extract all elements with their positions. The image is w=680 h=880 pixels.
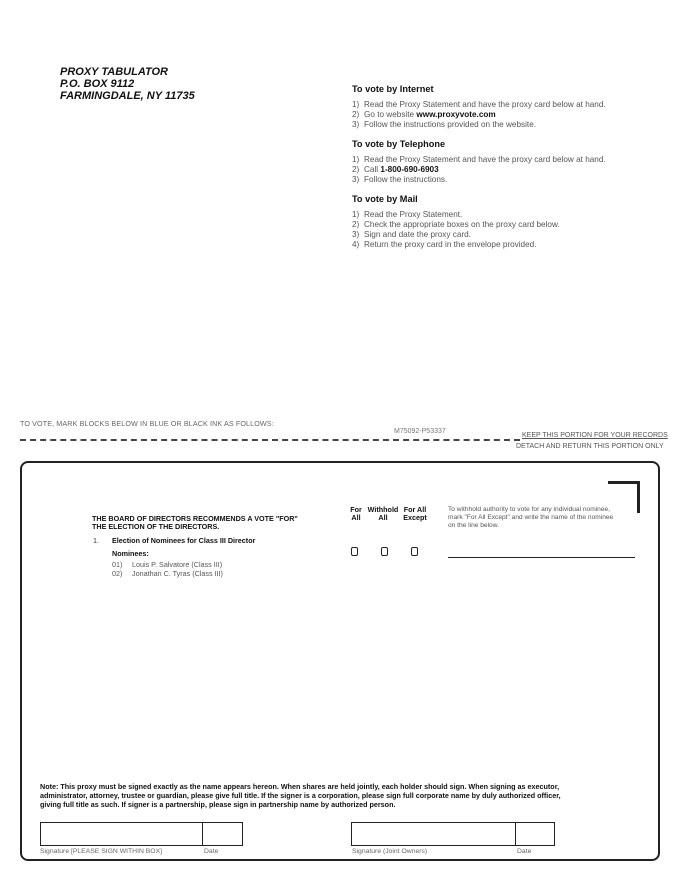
date-box[interactable] <box>203 822 243 846</box>
date-label: Date <box>204 848 219 855</box>
for-all-except-checkbox[interactable] <box>411 547 418 556</box>
nominee-list <box>112 561 223 578</box>
nominee-exception-line[interactable] <box>448 557 635 558</box>
instruction-step: 2) Check the appropriate boxes on the proxy card below. <box>352 220 560 229</box>
detach-dashed-line <box>20 439 520 441</box>
instruction-step: 3) Sign and date the proxy card. <box>352 230 471 239</box>
joint-signature-box[interactable] <box>351 822 516 846</box>
mail-heading: To vote by Mail <box>352 194 418 204</box>
signature-note: Note: This proxy must be signed exactly as the name appears hereon. When shares are held jointly, each holder should sign. When signing as executor, administrator, attorney, trustee or guardian, please give full title. If the signer is a corporation, please sign full corporate name by duly authorized officer, giving full title as such. If signer is a partnership, please sign in partnership name by authorized person. <box>40 782 561 809</box>
address-line: FARMINGDALE, NY 11735 <box>60 90 195 102</box>
internet-heading: To vote by Internet <box>352 84 434 94</box>
for-all-except-header: For All Except <box>403 505 427 522</box>
joint-signature-label: Signature (Joint Owners) <box>352 848 428 855</box>
instruction-step: 1) Read the Proxy Statement and have the proxy card below at hand. <box>352 100 606 109</box>
for-all-header: For All <box>350 505 362 522</box>
withhold-all-header: Withhold All <box>367 505 399 522</box>
telephone-steps <box>352 155 652 185</box>
withhold-all-checkbox[interactable] <box>381 547 388 556</box>
control-code: M75092-P53337 <box>394 428 446 435</box>
website-link[interactable]: www.proxyvote.com <box>416 110 496 119</box>
proposal-label: Election of Nominees for Class III Director <box>112 536 256 545</box>
joint-date-box[interactable] <box>516 822 555 846</box>
telephone-heading: To vote by Telephone <box>352 139 446 149</box>
return-address <box>60 66 195 102</box>
for-all-checkbox[interactable] <box>351 547 358 556</box>
instruction-step: 4) Return the proxy card in the envelope provided. <box>352 240 537 249</box>
ink-instruction: TO VOTE, MARK BLOCKS BELOW IN BLUE OR BLACK INK AS FOLLOWS: <box>20 419 274 428</box>
nominees-heading: Nominees: <box>112 549 149 558</box>
proposal-number: 1. <box>93 536 99 545</box>
withhold-instruction: To withhold authority to vote for any individual nominee, mark "For All Except" and write the name of the nominee on the line below. <box>448 506 614 529</box>
signature-label: Signature [PLEASE SIGN WITHIN BOX] <box>40 848 163 855</box>
detach-portion-label: DETACH AND RETURN THIS PORTION ONLY <box>516 443 664 450</box>
address-line: P.O. BOX 9112 <box>60 78 135 90</box>
proposal-item <box>93 536 255 545</box>
phone-number: 1-800-690-6903 <box>380 165 439 174</box>
address-line: PROXY TABULATOR <box>60 66 168 78</box>
instruction-step: 2) Go to website www.proxyvote.com <box>352 110 496 119</box>
mail-steps <box>352 210 652 250</box>
instruction-step: 3) Follow the instructions provided on the website. <box>352 120 537 129</box>
keep-portion-label: KEEP THIS PORTION FOR YOUR RECORDS <box>522 432 668 439</box>
voting-instructions <box>352 84 652 259</box>
instruction-step: 1) Read the Proxy Statement and have the proxy card below at hand. <box>352 155 606 164</box>
nominee-item: 01) Louis P. Salvatore (Class III) <box>112 560 223 569</box>
internet-steps <box>352 100 652 130</box>
instruction-step: 2) Call 1-800-690-6903 <box>352 165 439 174</box>
instruction-step: 1) Read the Proxy Statement. <box>352 210 463 219</box>
nominee-item: 02) Jonathan C. Tyras (Class III) <box>112 568 223 578</box>
board-recommendation: THE BOARD OF DIRECTORS RECOMMENDS A VOTE "FOR" THE ELECTION OF THE DIRECTORS. <box>92 514 298 531</box>
joint-date-label: Date <box>517 848 532 855</box>
signature-box[interactable] <box>40 822 203 846</box>
instruction-step: 3) Follow the instructions. <box>352 175 448 184</box>
